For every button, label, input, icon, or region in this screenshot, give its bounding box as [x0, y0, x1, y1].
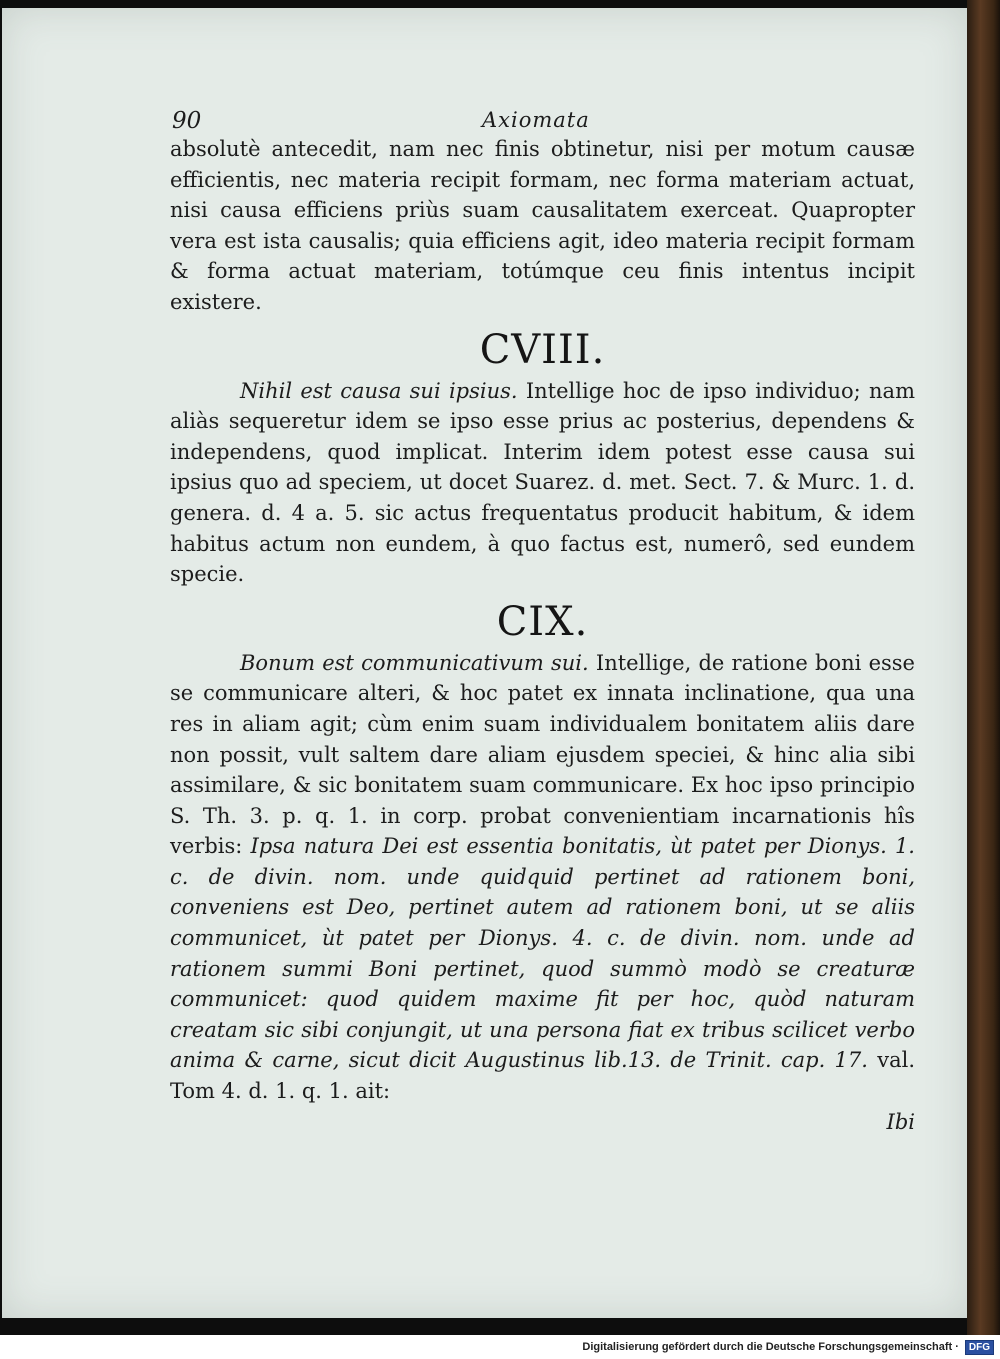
- text-block: [170, 134, 915, 1137]
- catchword: Ibi: [886, 1109, 915, 1134]
- paragraph-3-body: Intellige, de ratione boni esse se communicare alteri, & hoc patet ex innata inclinatione, qua una res in aliam agit; cùm enim suam individualem bonitatem aliis dare non possit, vult saltem dare aliam ejusdem speciei, & hinc alia sibi assimilare, & sic bonitatem suam communicare. Ex hoc ipso principio S. Th. 3. p. q. 1. in corp. probat convenientiam incarnationis hîs verbis:: [170, 650, 915, 859]
- book-edge: [967, 0, 1000, 1335]
- dfg-logo: DFG: [965, 1340, 994, 1355]
- paragraph-2: [170, 376, 915, 590]
- section-heading-cix: CIX.: [496, 598, 589, 645]
- footer-bar: [0, 1335, 1000, 1359]
- paragraph-2-body: Intellige hoc de ipso individuo; nam aliàs sequeretur idem se ipso esse prius ac posterius, dependens & independens, quod implicat. Interim idem potest esse causa sui ipsius quo ad speciem, ut docet Suarez. d. met. Sect. 7. & Murc. 1. d. genera. d. 4 a. 5. sic actus frequentatus producit habitum, & idem habitus actum non eundem, à quo factus est, numerô, sed eundem specie.: [170, 378, 915, 587]
- section-heading-cviii: CVIII.: [479, 326, 606, 373]
- paragraph-3: [170, 648, 915, 1107]
- page-number: 90: [172, 108, 202, 134]
- paragraph-1: absolutè antecedit, nam nec finis obtinetur, nisi per motum causæ efficientis, nec materia recipit formam, nec forma materiam actuat, nisi causa efficiens priùs suam causalitatem exerceat. Quapropter vera est ista causalis; quia efficiens agit, ideo materia recipit formam & forma actuat materiam, totúmque ceu finis intentus incipit existere.: [170, 137, 915, 314]
- footer-credit: Digitalisierung gefördert durch die Deutsche Forschungsgemeinschaft ·: [582, 1341, 959, 1353]
- axiom-text: Nihil est causa sui ipsius.: [240, 378, 518, 403]
- quotation: Ipsa natura Dei est essentia bonitatis, ùt patet per Dionys. 1. c. de divin. nom. unde quidquid pertinet ad rationem boni, conveniens est Deo, pertinet autem ad rationem boni, ut se aliis communicet, ùt patet per Dionys. 4. c. de divin. nom. unde ad rationem summi Boni pertinet, quod summò modò se creaturæ communicet: quod quidem maxime fit per hoc, quòd naturam creatam sic sibi conjungit, ut una persona fiat ex tribus scilicet verbo anima & carne, sicut dicit Augustinus lib.13. de Trinit. cap. 17.: [170, 834, 915, 1073]
- paragraph-3-tail: val. Tom 4. d. 1. q. 1. ait:: [170, 1048, 916, 1104]
- running-head: Axiomata: [482, 108, 590, 132]
- axiom-text: Bonum est communicativum sui.: [240, 650, 589, 675]
